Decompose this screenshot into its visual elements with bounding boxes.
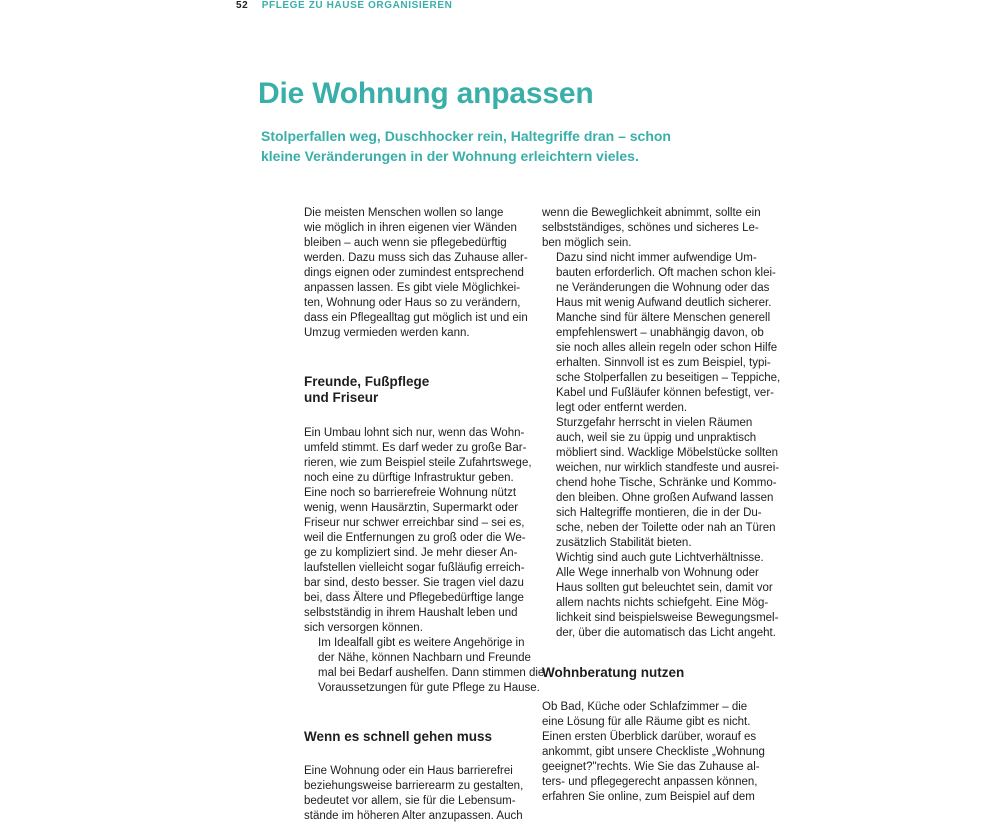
text-line: sich versorgen können. [304,622,423,634]
text-line: Friseur nur schwer erreichbar sind – sei es, [304,517,525,529]
text-line: dass ein Pflegealltag gut möglich ist und ein [304,312,528,324]
text-line: Wichtig sind auch gute Lichtverhältnisse. [556,552,764,564]
body-paragraph [542,206,766,251]
text-line: lichkeit sind beispielsweise Bewegungsmel- [556,612,779,624]
text-line: Einen ersten Überblick darüber, worauf es [542,731,757,743]
text-line: Voraussetzungen für gute Pflege zu Hause. [318,682,540,694]
page-title: Die Wohnung anpassen [258,77,594,110]
text-line: Freunde, Fußpflege [304,374,430,389]
text-line: stände im höheren Alter anzupassen. Auch [304,810,523,822]
text-line: Sturzgefahr herrscht in vielen Räumen [556,417,753,429]
text-line: Eine noch so barrierefreie Wohnung nützt [304,487,517,499]
body-paragraph [542,416,780,551]
text-line: Haus sollten gut beleuchtet sein, damit vor [556,582,773,594]
text-line: Die meisten Menschen wollen so lange [304,207,504,219]
body-paragraph [304,764,528,824]
text-line: erhalten. Sinnvoll ist es zum Beispiel, typi- [556,357,771,369]
text-line: bei, dass Ältere und Pflegebedürftige lange [304,592,524,604]
lede-line: Stolperfallen weg, Duschhocker rein, Haltegriffe dran – schon [261,128,671,144]
text-line: sche, neben der Toilette oder nah an Türen [556,522,776,534]
text-line: werden. Dazu muss sich das Zuhause aller- [304,252,528,264]
text-line: wenig, wenn Hausärztin, Supermarkt oder [304,502,519,514]
text-line: wenn die Beweglichkeit abnimmt, sollte ein [542,207,761,219]
text-line: ben möglich sein. [542,237,632,249]
text-line: anpassen lassen. Es gibt viele Möglichkei- [304,282,521,294]
text-line: Ein Umbau lohnt sich nur, wenn das Wohn- [304,427,525,439]
text-line: Alle Wege innerhalb von Wohnung oder [556,567,759,579]
body-paragraph [304,636,545,696]
text-line: Wohnberatung nutzen [542,665,685,680]
text-line: selbstständiges, schönes und sicheres Le- [542,222,759,234]
text-line: Manche sind für ältere Menschen generell [556,312,771,324]
lede-line: kleine Veränderungen in der Wohnung erleichtern vieles. [261,148,639,164]
text-line: empfehlenswert – unabhängig davon, ob [556,327,764,339]
running-head [236,0,452,11]
text-line: bauten erforderlich. Oft machen schon klei- [556,267,776,279]
text-line: chend hohe Tische, Schränke und Kommo- [556,477,777,489]
text-line: Haus mit wenig Aufwand deutlich sicherer. [556,297,772,309]
text-line: sie noch alles allein regeln oder schon Hilfe [556,342,778,354]
text-line: der Nähe, können Nachbarn und Freunde [318,652,531,664]
body-paragraph [542,700,766,805]
text-line: bleiben – auch wenn sie pflegebedürftig [304,237,507,249]
section-heading-housing-advice [542,665,766,681]
text-line: ne Veränderungen die Wohnung oder das [556,282,770,294]
text-line: selbstständig in ihrem Haushalt leben und [304,607,518,619]
left-column [304,206,545,824]
section-title: PFLEGE ZU HAUSE ORGANISIEREN [261,0,453,11]
text-line: Dazu sind nicht immer aufwendige Um- [556,252,757,264]
text-line: Wenn es schnell gehen muss [304,729,493,744]
text-line: dings eignen oder zumindest entsprechend [304,267,524,279]
text-line: noch eine zu dürftige Infrastruktur geben. [304,472,514,484]
text-line: umfeld stimmt. Es darf weder zu große Bar- [304,442,527,454]
text-line: weil die Entfernungen zu groß oder die We- [304,532,526,544]
text-line: ters- und pflegegerecht anpassen können, [542,776,758,788]
text-line: ten, Wohnung oder Haus so zu verändern, [304,297,521,309]
page-number: 52 [236,0,249,11]
text-line: bar sind, desto besser. Sie tragen viel dazu [304,577,524,589]
text-line: legt oder entfernt werden. [556,402,688,414]
text-line: ge zu kompliziert sind. Je mehr dieser An- [304,547,518,559]
text-line: sich Haltegriffe montieren, die in der Du- [556,507,762,519]
body-paragraph [542,551,779,641]
text-line: erfahren Sie online, zum Beispiel auf dem [542,791,755,803]
text-line: Im Idealfall gibt es weitere Angehörige in [318,637,525,649]
body-paragraph [304,206,528,341]
text-line: Ob Bad, Küche oder Schlafzimmer – die [542,701,748,713]
text-line: Eine Wohnung oder ein Haus barrierefrei [304,765,513,777]
body-paragraph [542,251,781,416]
text-line: rieren, wie zum Beispiel steile Zufahrtswege, [304,457,532,469]
text-line: Kabel und Fußläufer können befestigt, ver- [556,387,774,399]
section-heading-urgent [304,729,528,745]
text-line: weichen, nur wirklich standfeste und ausrei- [556,462,780,474]
text-line: zusätzlich Stabilität bieten. [556,537,692,549]
text-line: beziehungsweise barrierearm zu gestalten, [304,780,524,792]
text-line: Umzug vermieden werden kann. [304,327,470,339]
section-heading-friends [304,374,528,406]
text-line: möbliert sind. Wacklige Möbelstücke sollten [556,447,778,459]
text-line: geeignet?"rechts. Wie Sie das Zuhause al- [542,761,760,773]
text-line: allem nachts nichts schiefgeht. Eine Mög- [556,597,769,609]
text-line: der, über die automatisch das Licht angeht. [556,627,776,639]
text-line: bedeutet vor allem, sie für die Lebensum- [304,795,516,807]
text-line: und Friseur [304,390,379,405]
lede [261,126,711,166]
text-line: wie möglich in ihren eigenen vier Wänden [304,222,517,234]
body-paragraph [304,426,532,636]
text-line: laufstellen vielleicht sogar fußläufig erreich- [304,562,525,574]
text-line: sche Stolperfallen zu beseitigen – Teppiche, [556,372,781,384]
text-line: mal bei Bedarf aushelfen. Dann stimmen die [318,667,545,679]
text-line: eine Lösung für alle Räume gibt es nicht. [542,716,751,728]
text-line: ankommt, gibt unsere Checkliste „Wohnung [542,746,765,758]
text-line: auch, weil sie zu üppig und unpraktisch [556,432,757,444]
text-line: den bleiben. Ohne großen Aufwand lassen [556,492,774,504]
right-column [542,206,781,805]
